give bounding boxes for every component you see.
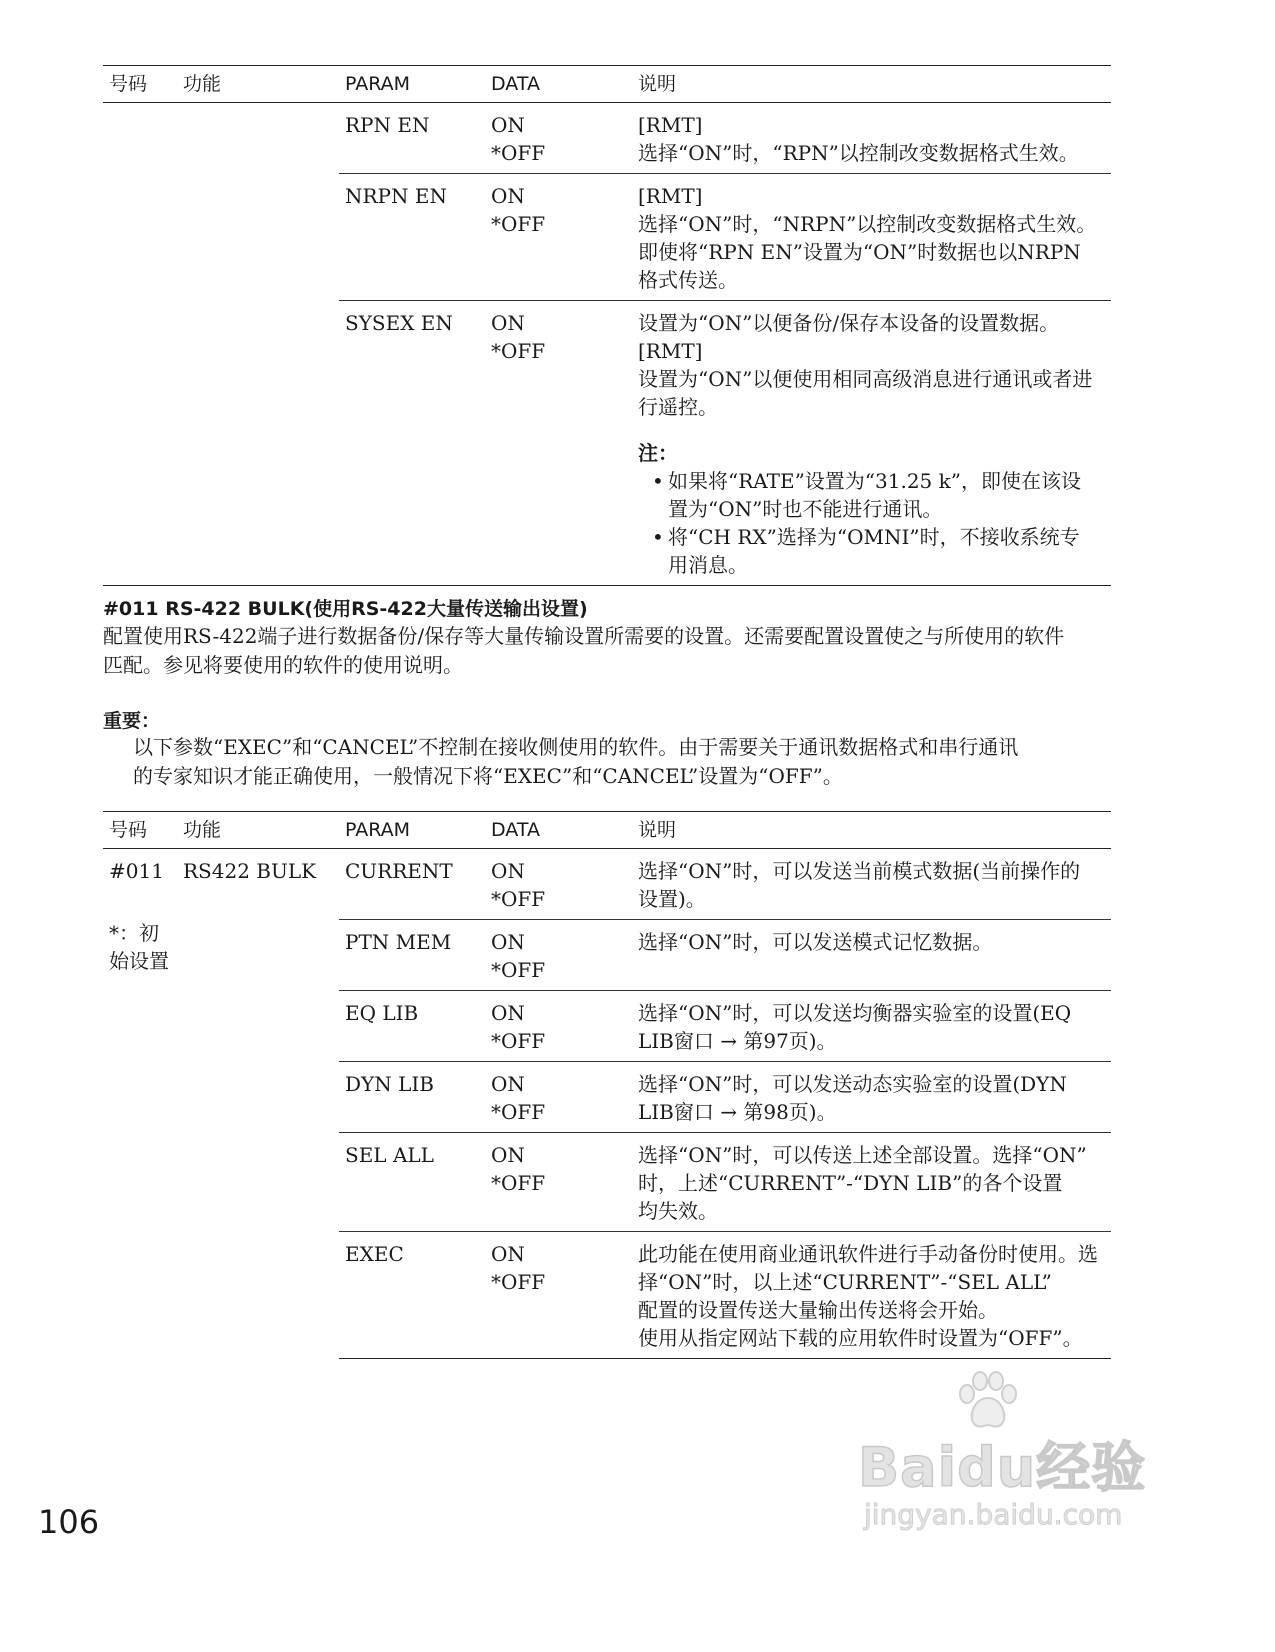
param-cell: EQ LIB [339,991,485,1062]
function-name: RS422 BULK [183,859,317,883]
watermark-url: jingyan.baidu.com [864,1498,1123,1531]
footnote: *：初始设置 [109,921,169,973]
desc-cell: 选择“ON”时，可以传送上述全部设置。选择“ON” 时，上述“CURRENT”-“DYN LIB”的各个设置 均失效。 [632,1133,1111,1232]
header-desc: 说明 [632,66,1111,103]
data-cell: ON *OFF [485,301,632,586]
data-cell: ON *OFF [485,920,632,991]
data-cell: ON *OFF [485,103,632,174]
section-body: 配置使用RS-422端子进行数据备份/保存等大量传输设置所需要的设置。还需要配置设置使之与所使用的软件 匹配。参见将要使用的软件的使用说明。 [103,624,1065,677]
param-cell: CURRENT [339,849,485,920]
param-cell: SEL ALL [339,1133,485,1232]
header-param: PARAM [339,66,485,103]
table-rs422-bulk [103,811,1111,1359]
data-cell: ON *OFF [485,1133,632,1232]
table-header [103,66,1111,103]
desc-cell: [RMT] 选择“ON”时，“RPN”以控制改变数据格式生效。 [632,103,1111,174]
table-row [103,849,1111,920]
param-cell: SYSEX EN [339,301,485,586]
table-row [103,301,1111,586]
data-cell: ON *OFF [485,1062,632,1133]
desc-cell: 选择“ON”时，可以发送动态实验室的设置(DYN LIB窗口 → 第98页)。 [632,1062,1111,1133]
header-num: 号码 [103,66,177,103]
note-item: • 如果将“RATE”设置为“31.25 k”，即使在该设 置为“ON”时也不能进行通讯。 [638,467,1111,523]
table-header [103,812,1111,849]
function-number: #011 [109,859,164,883]
data-cell: ON *OFF [485,1232,632,1359]
desc-cell: 选择“ON”时，可以发送均衡器实验室的设置(EQ LIB窗口 → 第97页)。 [632,991,1111,1062]
table-row [103,103,1111,174]
important-label: 重要： [103,710,161,732]
header-data: DATA [485,66,632,103]
desc-cell: 选择“ON”时，可以发送模式记忆数据。 [632,920,1111,991]
watermark-brand: Baidu经验 [858,1436,1147,1499]
param-cell: RPN EN [339,103,485,174]
data-cell: ON *OFF [485,991,632,1062]
header-param: PARAM [339,812,485,849]
table-midi-params [103,65,1111,586]
param-cell: EXEC [339,1232,485,1359]
data-cell: ON *OFF [485,174,632,301]
header-data: DATA [485,812,632,849]
header-func: 功能 [177,812,339,849]
header-func: 功能 [177,66,339,103]
desc-cell: 选择“ON”时，可以发送当前模式数据(当前操作的 设置)。 [632,849,1111,920]
note-label: 注： [638,441,678,465]
table-row [103,174,1111,301]
param-cell: PTN MEM [339,920,485,991]
header-desc: 说明 [632,812,1111,849]
paw-logo-icon [953,1370,1023,1432]
data-cell: ON *OFF [485,849,632,920]
param-cell: DYN LIB [339,1062,485,1133]
header-num: 号码 [103,812,177,849]
desc-cell: 此功能在使用商业通讯软件进行手动备份时使用。选 择“ON”时，以上述“CURRENT”-“SEL ALL” 配置的设置传送大量输出传送将会开始。 使用从指定网站下载的应用软件时设置为“OFF”。 [632,1232,1111,1359]
important-body: 以下参数“EXEC”和“CANCEL”不控制在接收侧使用的软件。由于需要关于通讯数据格式和串行通讯 的专家知识才能正确使用，一般情况下将“EXEC”和“CANCEL”设置为“OFF”。 [133,735,1019,788]
param-cell: NRPN EN [339,174,485,301]
desc-cell: 设置为“ON”以便备份/保存本设备的设置数据。 [RMT] 设置为“ON”以便使用相同高级消息进行通讯或者进 行遥控。 注： • 如果将“RATE”设置为“31.25 k”，即使在该设 置为“ON”时也不能进行通讯。 • 将“CH RX”选择为“OMNI”时，不接收系统专 用消息。 [632,301,1111,586]
section-title: #011 RS-422 BULK(使用RS-422大量传送输出设置) [103,598,588,620]
desc-cell: [RMT] 选择“ON”时，“NRPN”以控制改变数据格式生效。 即使将“RPN EN”设置为“ON”时数据也以NRPN 格式传送。 [632,174,1111,301]
page-number: 106 [38,1503,100,1541]
note-item: • 将“CH RX”选择为“OMNI”时，不接收系统专 用消息。 [638,523,1111,579]
watermark [858,1370,1148,1540]
